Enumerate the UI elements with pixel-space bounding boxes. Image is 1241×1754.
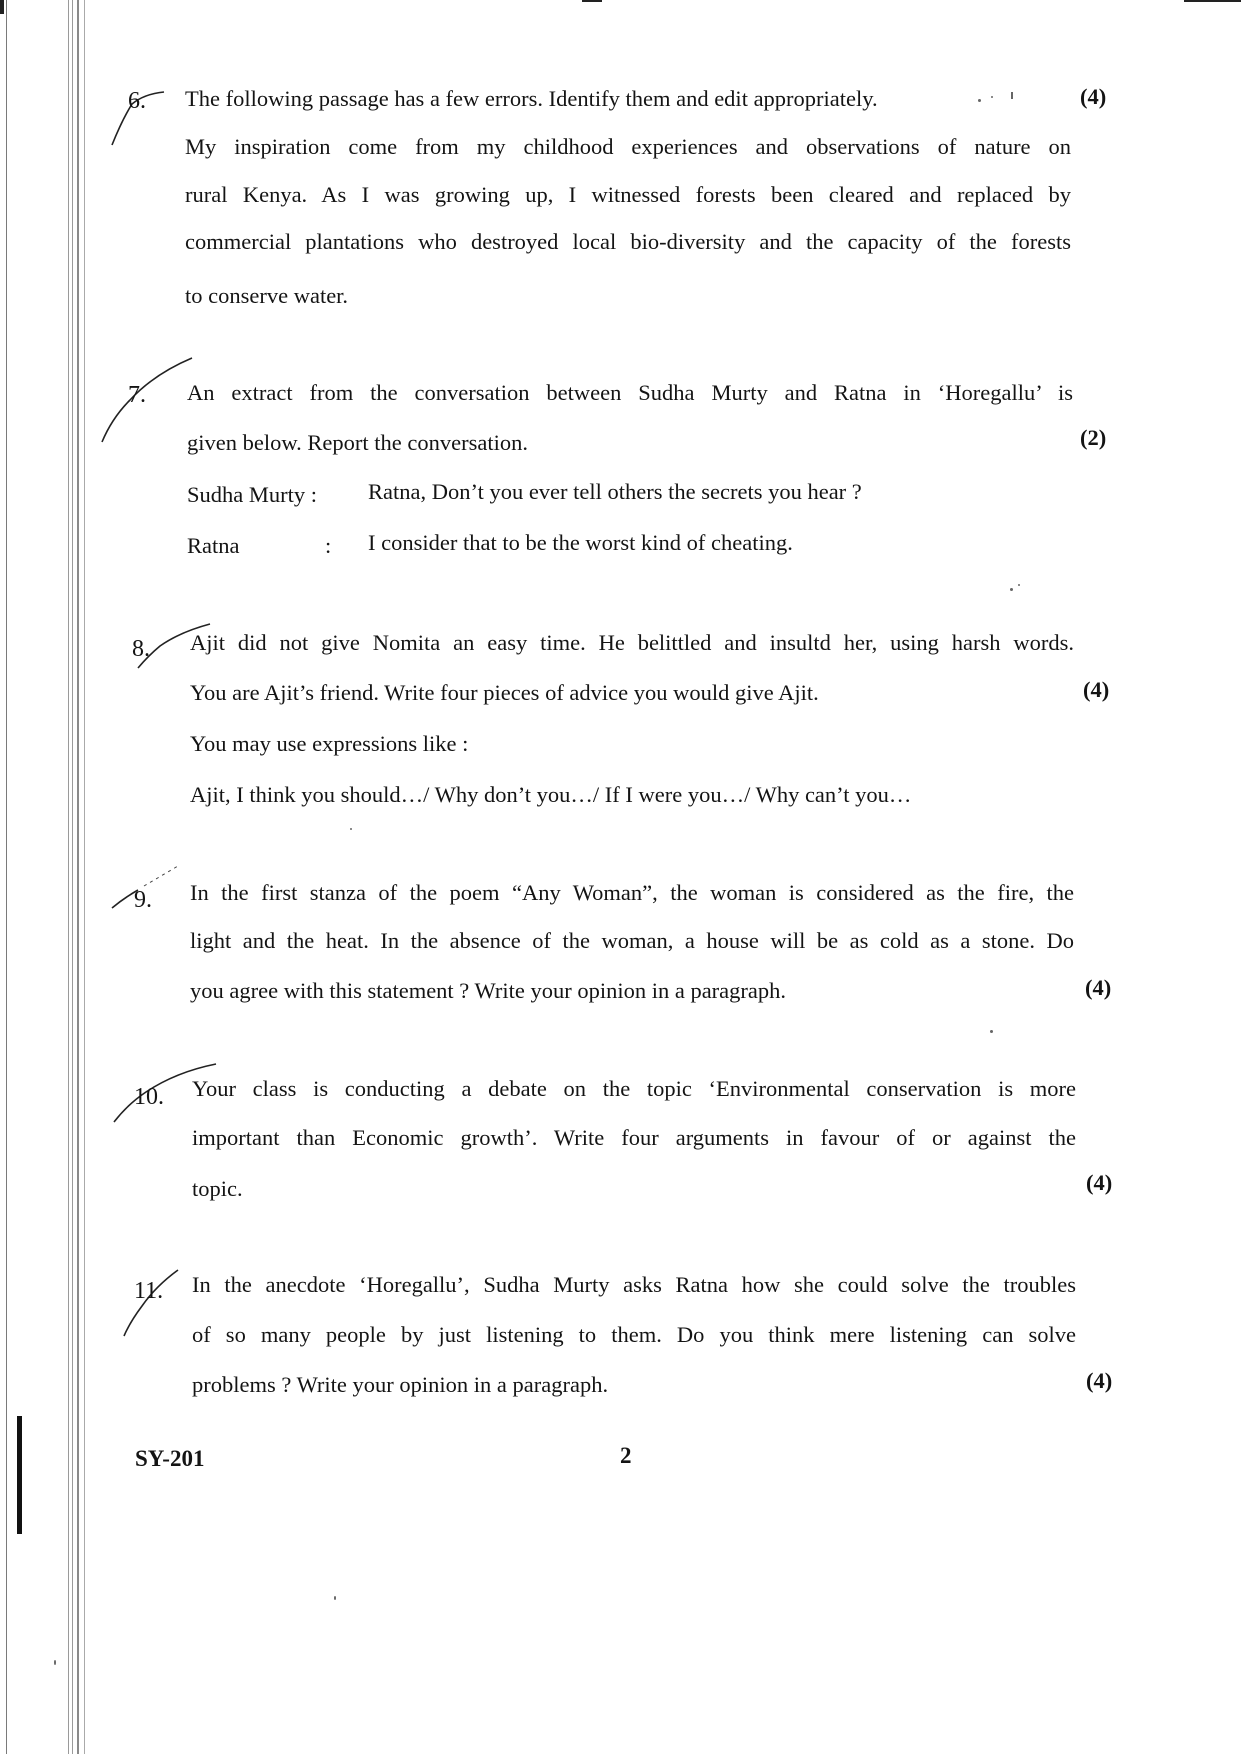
paper-code: SY-201 — [135, 1446, 205, 1471]
question-text-line: to conserve water. — [185, 283, 349, 308]
question-text-line: of so many people by just listening to them. Do you think mere listening can solve — [192, 1322, 1076, 1347]
dialogue-text: I consider that to be the worst kind of cheating. — [368, 530, 793, 555]
binding-line — [84, 0, 85, 1754]
question-text-line: light and the heat. In the absence of the woman, a house will be as cold as a stone. Do — [190, 928, 1074, 953]
question-text-line: The following passage has a few errors. Identify them and edit appropriately. — [185, 86, 878, 111]
marks-label: (4) — [1086, 1170, 1113, 1195]
scan-corner-mark — [0, 0, 4, 14]
scan-speck — [978, 99, 981, 102]
scan-edge-bar — [17, 1416, 22, 1534]
scan-speck — [990, 1030, 993, 1033]
question-number: 11. — [134, 1278, 164, 1304]
scan-speck — [1011, 92, 1013, 99]
question-number: 7. — [128, 382, 146, 408]
marks-label: (4) — [1083, 677, 1110, 702]
scan-speck — [334, 1596, 336, 1600]
question-text-line: Your class is conducting a debate on the topic ‘Environmental conservation is more — [192, 1076, 1076, 1101]
question-text-line: important than Economic growth’. Write four arguments in favour of or against the — [192, 1125, 1076, 1150]
crop-mark — [582, 0, 602, 2]
scan-speck — [991, 96, 993, 98]
dialogue-speaker: Sudha Murty : — [187, 482, 318, 507]
crop-mark — [1184, 0, 1241, 2]
question-number: 10. — [134, 1084, 164, 1110]
grading-tick-mark — [96, 356, 196, 446]
binding-line — [77, 0, 79, 1754]
question-text-line: Ajit did not give Nomita an easy time. He belittled and insultd her, using harsh words. — [190, 630, 1074, 655]
dialogue-speaker: Ratna — [187, 533, 240, 558]
binding-line — [6, 0, 7, 1754]
page-number: 2 — [620, 1443, 632, 1468]
dialogue-colon: : — [325, 533, 332, 558]
question-text-line: An extract from the conversation between Sudha Murty and Ratna in ‘Horegallu’ is — [187, 380, 1073, 405]
question-number: 6. — [128, 88, 146, 114]
question-text-line: rural Kenya. As I was growing up, I witnessed forests been cleared and replaced by — [185, 182, 1071, 207]
question-number: 8. — [132, 636, 150, 662]
scan-speck — [1018, 584, 1020, 586]
scan-speck — [54, 1660, 56, 1665]
marks-label: (4) — [1085, 975, 1112, 1000]
question-text-line: My inspiration come from my childhood experiences and observations of nature on — [185, 134, 1071, 159]
binding-line — [68, 0, 69, 1754]
question-text-line: In the anecdote ‘Horegallu’, Sudha Murty asks Ratna how she could solve the troubles — [192, 1272, 1076, 1297]
question-text-line: Ajit, I think you should…/ Why don’t you…/ If I were you…/ Why can’t you… — [190, 782, 912, 807]
question-text-line: commercial plantations who destroyed local bio-diversity and the capacity of the forests — [185, 229, 1071, 254]
question-text-line: problems ? Write your opinion in a paragraph. — [192, 1372, 609, 1397]
marks-label: (4) — [1080, 84, 1107, 109]
marks-label: (2) — [1080, 425, 1107, 450]
dialogue-text: Ratna, Don’t you ever tell others the secrets you hear ? — [368, 479, 862, 504]
question-text-line: you agree with this statement ? Write your opinion in a paragraph. — [190, 978, 787, 1003]
binding-line — [72, 0, 73, 1754]
question-text-line: topic. — [192, 1176, 243, 1201]
question-text-line: In the first stanza of the poem “Any Woman”, the woman is considered as the fire, the — [190, 880, 1074, 905]
question-number: 9. — [134, 887, 152, 913]
scan-speck — [1010, 588, 1013, 591]
marks-label: (4) — [1086, 1368, 1113, 1393]
question-text-line: You are Ajit’s friend. Write four pieces of advice you would give Ajit. — [190, 680, 819, 705]
question-text-line: given below. Report the conversation. — [187, 430, 528, 455]
question-text-line: You may use expressions like : — [190, 731, 469, 756]
scan-speck — [350, 828, 352, 830]
